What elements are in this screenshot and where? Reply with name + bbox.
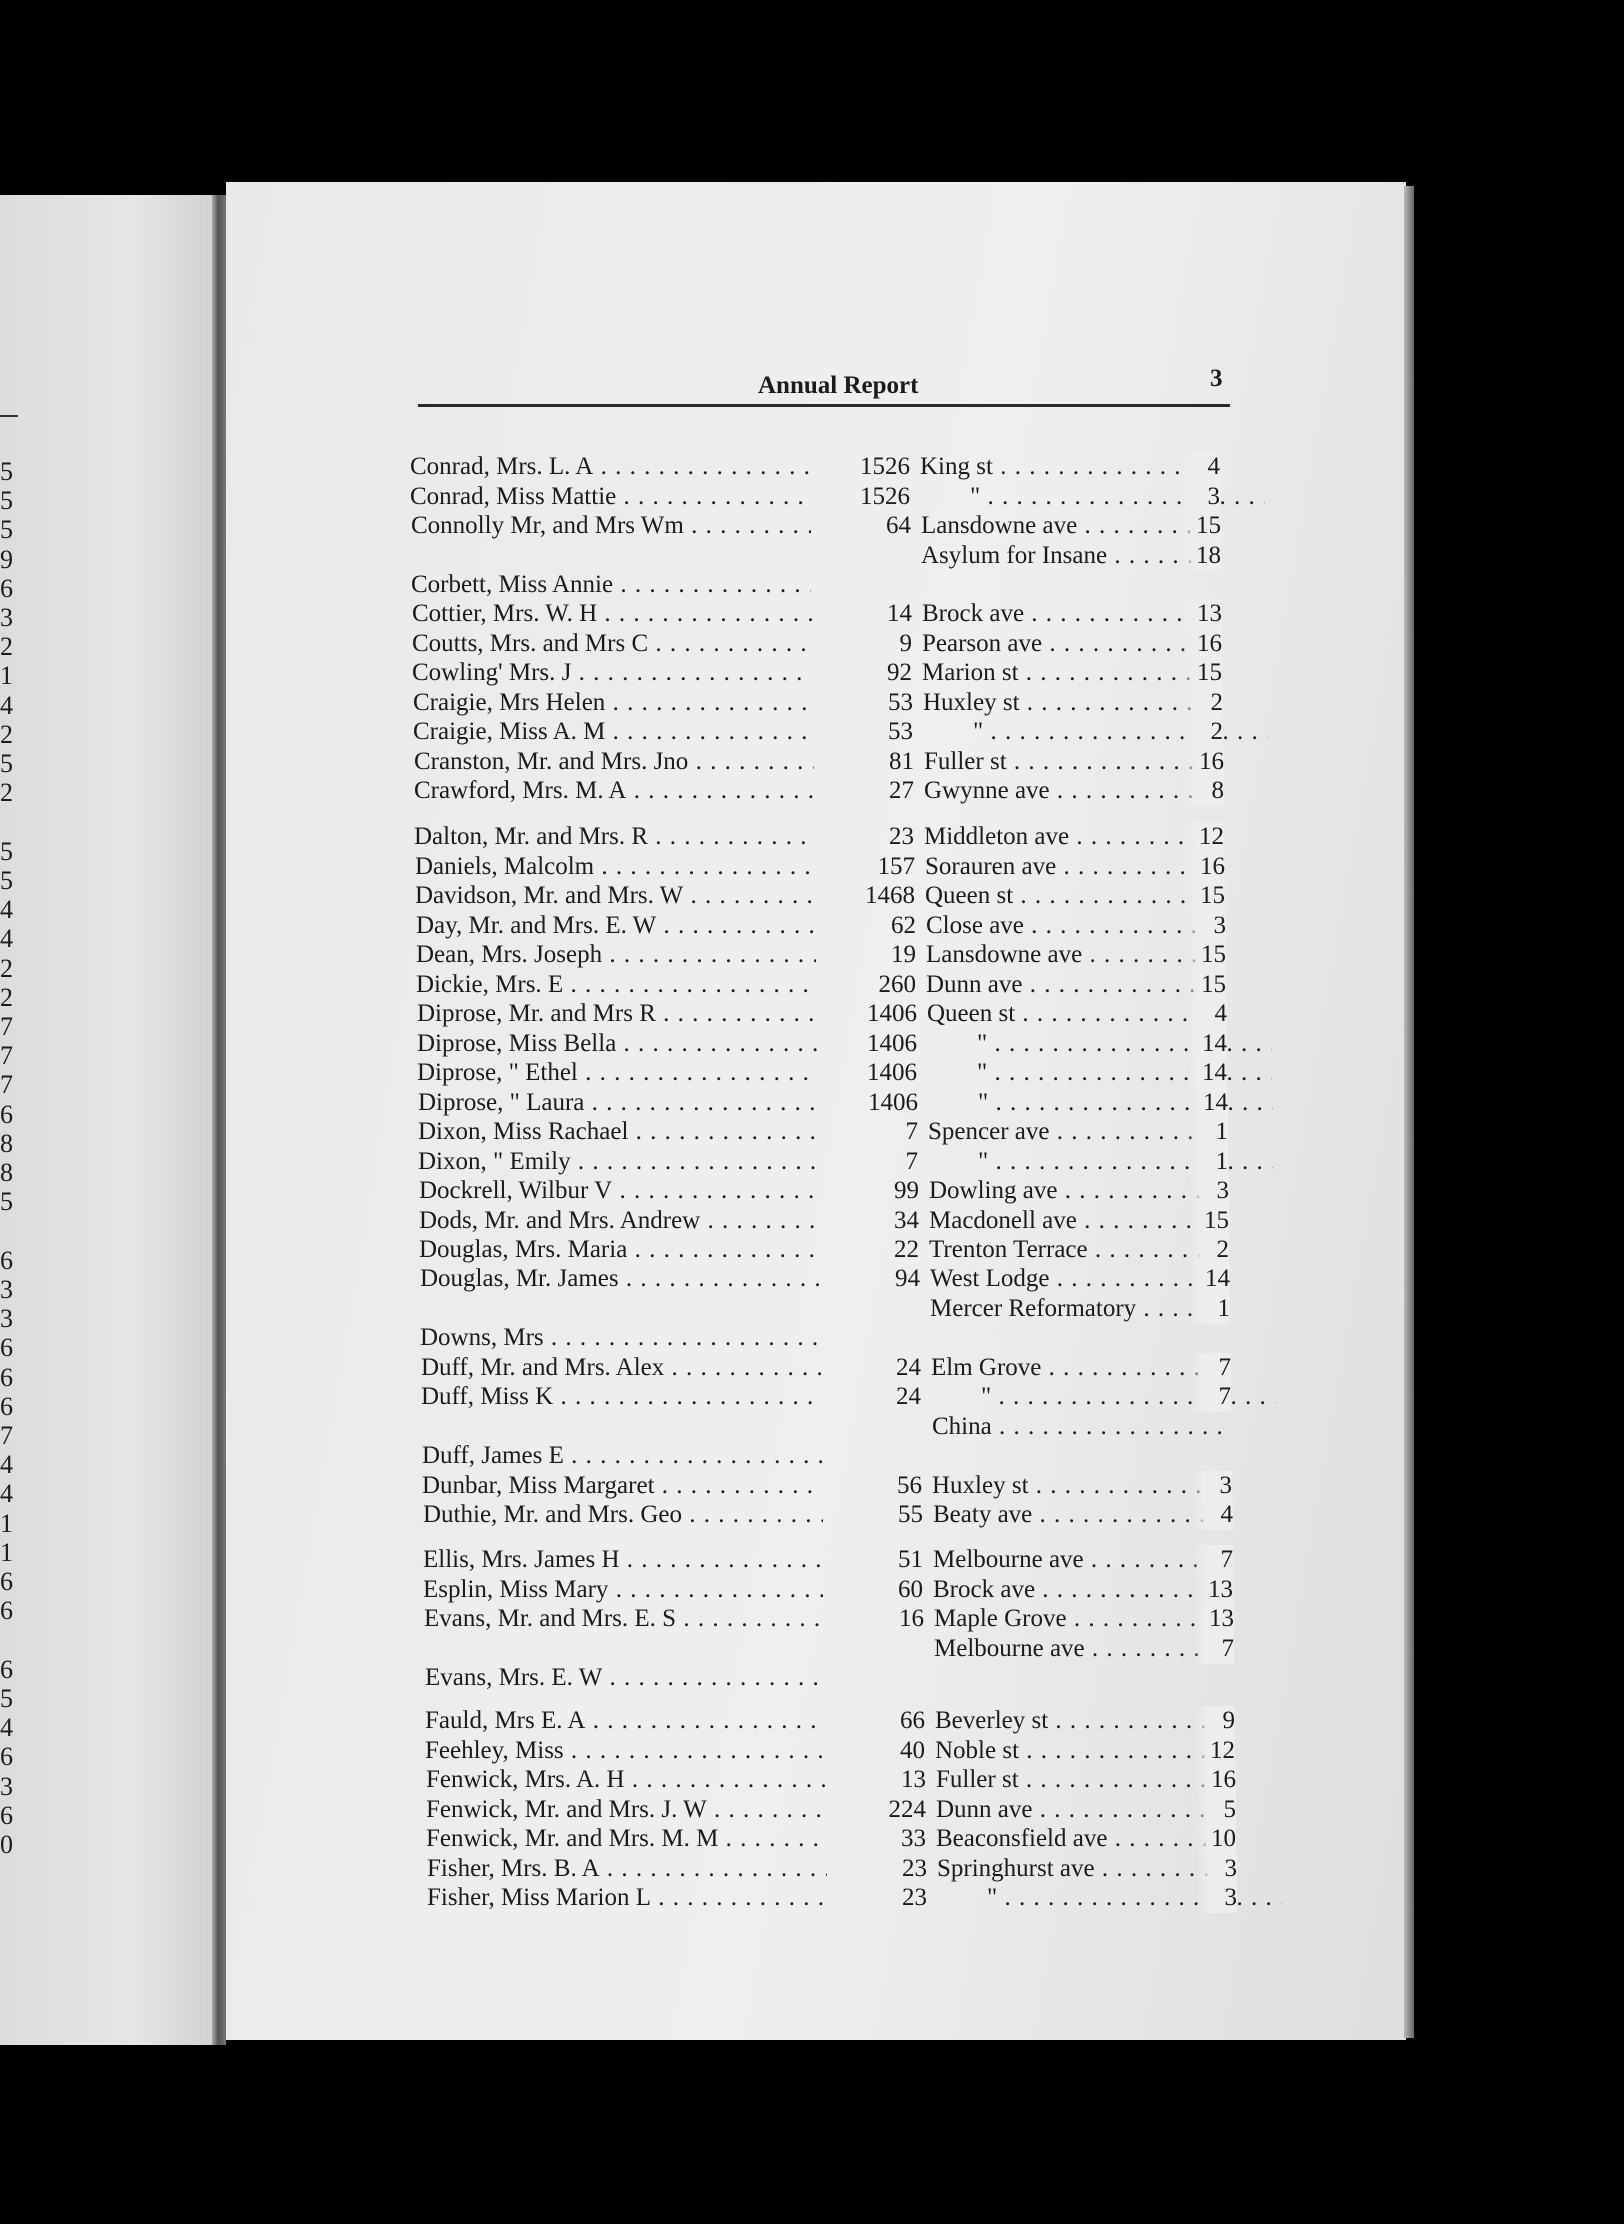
entry-name: Fenwick, Mr. and Mrs. M. M . . . [426, 1824, 826, 1854]
entry-house-number: 94 [895, 1265, 920, 1292]
entry-name: Crawford, Mrs. M. A . . . [414, 776, 814, 806]
entry-house-number: 1468 [865, 882, 915, 909]
entry-street: " . . . [927, 1058, 1272, 1088]
left-page-ward-digit: 6 [0, 1567, 13, 1596]
entry-name: Cowling' Mrs. J . . . [412, 658, 812, 688]
left-page-ward-digit: 6 [0, 1655, 13, 1684]
left-page-ward-digit: 6 [0, 1392, 13, 1421]
left-page-ward-digit: 9 [0, 545, 13, 574]
entry-ward: 3 [1197, 1854, 1237, 1884]
left-page-ward-digit: 8 [0, 1129, 13, 1158]
entry-ward: 3 [1186, 911, 1226, 941]
entry-name: Dalton, Mr. and Mrs. R . . . [414, 822, 814, 852]
entry-name: Fisher, Mrs. B. A . . . [427, 1854, 827, 1884]
entry-street: Queen st . . . [925, 881, 1220, 911]
entry-street: King st . . . [920, 452, 1215, 482]
entry-house-number: 1526 [860, 453, 910, 480]
entry-ward: 4 [1193, 1500, 1233, 1530]
entry-house-number: 9 [899, 630, 912, 657]
left-page-ward-digit: 4 [0, 1450, 13, 1479]
directory-entry [424, 1604, 1254, 1634]
entry-street: Beaty ave . . . [933, 1500, 1228, 1530]
directory-entry [417, 999, 1247, 1029]
left-page-ward-digit: 5 [0, 866, 13, 895]
entry-ward: 14 [1188, 1088, 1228, 1118]
directory-entry [427, 1883, 1257, 1913]
entry-house-number: 92 [887, 659, 912, 686]
entry-ward: 3 [1197, 1883, 1237, 1913]
entry-street: Middleton ave . . . [924, 822, 1219, 852]
entry-name: Dods, Mr. and Mrs. Andrew . . . [419, 1206, 819, 1236]
left-page-ward-digit: 5 [0, 1684, 13, 1713]
entry-name: Dockrell, Wilbur V . . . [419, 1176, 819, 1206]
entry-ward: 9 [1195, 1706, 1235, 1736]
left-page-ward-digit: 3 [0, 1772, 13, 1801]
entry-house-number: 23 [902, 1884, 927, 1911]
left-page-ward-digit: 5 [0, 837, 13, 866]
entry-house-number: 34 [894, 1207, 919, 1234]
entry-house-number: 55 [898, 1501, 923, 1528]
entry-ward: 2 [1183, 717, 1223, 747]
directory-entry [411, 511, 1241, 541]
entry-house-number: 23 [902, 1855, 927, 1882]
left-page-ward-digit: 1 [0, 1538, 13, 1567]
entry-house-number: 13 [901, 1766, 926, 1793]
entry-street: Melbourne ave . . . [934, 1634, 1229, 1664]
directory-entry [426, 1765, 1256, 1795]
left-page-ward-digit: 2 [0, 983, 13, 1012]
entry-house-number: 99 [894, 1177, 919, 1204]
entry-ward: 15 [1186, 940, 1226, 970]
entry-street: Mercer Reformatory . . . [930, 1294, 1225, 1324]
entry-street: Marion st . . . [922, 658, 1217, 688]
entry-house-number: 1406 [867, 1000, 917, 1027]
left-page-ward-digit: 4 [0, 924, 13, 953]
entry-house-number: 1406 [867, 1059, 917, 1086]
entry-name: Dixon, " Emily . . . [418, 1147, 818, 1177]
directory-entry [418, 1088, 1248, 1118]
entry-street: Beverley st . . . [935, 1706, 1230, 1736]
entry-ward: 18 [1181, 541, 1221, 571]
entry-street: Fuller st . . . [924, 747, 1219, 777]
entry-house-number: 60 [898, 1576, 923, 1603]
left-page-ward-digit: 2 [0, 778, 13, 807]
entry-house-number: 7 [905, 1118, 918, 1145]
left-page-ward-digit: 3 [0, 603, 13, 632]
directory-entry [419, 1176, 1249, 1206]
entry-street: " . . . [931, 1382, 1276, 1412]
left-page-ward-digit: 5 [0, 457, 13, 486]
entry-ward: 8 [1184, 776, 1224, 806]
directory-entry [412, 658, 1242, 688]
entry-name: Douglas, Mrs. Maria . . . [419, 1235, 819, 1265]
entry-ward: 15 [1186, 970, 1226, 1000]
entry-name: Dickie, Mrs. E . . . [416, 970, 816, 1000]
left-page-ward-digit: 5 [0, 515, 13, 544]
entry-name: Duff, Miss K . . . [421, 1382, 821, 1412]
entry-house-number: 19 [891, 941, 916, 968]
directory-entry [419, 1235, 1249, 1265]
left-page-ward-digit: 2 [0, 632, 13, 661]
directory-entry [419, 1206, 1249, 1236]
directory-entry [420, 1264, 1250, 1294]
entry-street: Noble st . . . [935, 1736, 1230, 1766]
directory-entry [425, 1706, 1255, 1736]
entry-name: Dean, Mrs. Joseph . . . [416, 940, 816, 970]
entry-street: " . . . [927, 1029, 1272, 1059]
entry-name: Davidson, Mr. and Mrs. W . . . [415, 881, 815, 911]
entry-ward: 15 [1185, 881, 1225, 911]
entry-street: Huxley st . . . [923, 688, 1218, 718]
entry-ward: 3 [1189, 1176, 1229, 1206]
entry-street: Dunn ave . . . [936, 1795, 1231, 1825]
entry-name: Evans, Mr. and Mrs. E. S . . . [424, 1604, 824, 1634]
directory-entry [422, 1441, 1252, 1471]
entry-house-number: 16 [899, 1605, 924, 1632]
entry-street: Spencer ave . . . [928, 1117, 1223, 1147]
directory-entry [410, 482, 1240, 512]
entry-house-number: 224 [888, 1796, 926, 1823]
directory-entry [424, 1634, 1254, 1664]
entry-ward: 14 [1190, 1264, 1230, 1294]
entry-name: Cottier, Mrs. W. H . . . [412, 599, 812, 629]
left-page-ward-digit: 6 [0, 1801, 13, 1830]
entry-ward: 16 [1182, 629, 1222, 659]
directory-entry [425, 1663, 1255, 1693]
entry-house-number: 260 [878, 971, 916, 998]
entry-ward: 10 [1196, 1824, 1236, 1854]
entry-street: Fuller st . . . [936, 1765, 1231, 1795]
left-page-ward-digit: 8 [0, 1158, 13, 1187]
entry-street: Lansdowne ave . . . [921, 511, 1216, 541]
entry-ward: 14 [1187, 1058, 1227, 1088]
directory-entry [420, 1323, 1250, 1353]
entry-name: Coutts, Mrs. and Mrs C . . . [412, 629, 812, 659]
book-gutter [212, 195, 226, 2045]
entry-street: China . . . [932, 1412, 1227, 1442]
entry-name: Craigie, Mrs Helen . . . [413, 688, 813, 718]
entry-name: Ellis, Mrs. James H . . . [423, 1545, 823, 1575]
entry-street: " . . . [937, 1883, 1282, 1913]
left-page-ward-digit: 1 [0, 661, 13, 690]
entry-ward: 7 [1193, 1545, 1233, 1575]
left-page-ward-digit: 7 [0, 1041, 13, 1070]
entry-name: Diprose, Mr. and Mrs R . . . [417, 999, 817, 1029]
entry-street: " . . . [923, 717, 1268, 747]
directory-entry [417, 1058, 1247, 1088]
entry-house-number: 62 [891, 912, 916, 939]
directory-entry [411, 541, 1241, 571]
entry-ward: 12 [1184, 822, 1224, 852]
entry-name: Fenwick, Mr. and Mrs. J. W . . . [426, 1795, 826, 1825]
entry-street: Dunn ave . . . [926, 970, 1221, 1000]
directory-entry [426, 1795, 1256, 1825]
entry-house-number: 1406 [868, 1089, 918, 1116]
entry-ward: 2 [1189, 1235, 1229, 1265]
entry-street: " . . . [928, 1147, 1273, 1177]
entry-house-number: 40 [900, 1737, 925, 1764]
entry-name: Evans, Mrs. E. W . . . [425, 1663, 825, 1693]
directory-entry [426, 1824, 1256, 1854]
entry-ward: 15 [1189, 1206, 1229, 1236]
left-page-ward-digit: 4 [0, 895, 13, 924]
entry-street: Brock ave . . . [933, 1575, 1228, 1605]
entry-name: Dunbar, Miss Margaret . . . [422, 1471, 822, 1501]
entry-name: Duthie, Mr. and Mrs. Geo . . . [423, 1500, 823, 1530]
entry-house-number: 23 [889, 823, 914, 850]
directory-entry [421, 1382, 1251, 1412]
directory-entry [411, 570, 1241, 600]
entry-name: Feehley, Miss . . . [425, 1736, 825, 1766]
entry-street: Lansdowne ave . . . [926, 940, 1221, 970]
directory-entry [416, 911, 1246, 941]
entry-name: Corbett, Miss Annie . . . [411, 570, 811, 600]
entry-name: Craigie, Miss A. M . . . [413, 717, 813, 747]
entry-name: Connolly Mr, and Mrs Wm . . . [411, 511, 811, 541]
directory-entry [414, 822, 1244, 852]
left-page-ward-digit: 7 [0, 1421, 13, 1450]
left-page-ward-digit: 7 [0, 1070, 13, 1099]
left-page-ward-digit: 2 [0, 954, 13, 983]
entry-ward: 15 [1181, 511, 1221, 541]
entry-house-number: 22 [894, 1236, 919, 1263]
left-page-ward-digit: 6 [0, 1363, 13, 1392]
entry-street: Beaconsfield ave . . . [936, 1824, 1231, 1854]
entry-street: Huxley st . . . [932, 1471, 1227, 1501]
directory-entry [423, 1575, 1253, 1605]
entry-street: Close ave . . . [926, 911, 1221, 941]
left-page-ward-digit: 6 [0, 574, 13, 603]
entry-house-number: 66 [900, 1707, 925, 1734]
directory-entry [416, 970, 1246, 1000]
entry-street: Macdonell ave . . . [929, 1206, 1224, 1236]
directory-entry [413, 688, 1243, 718]
directory-entry [427, 1854, 1257, 1884]
entry-house-number: 53 [888, 689, 913, 716]
entry-name: Diprose, " Laura . . . [418, 1088, 818, 1118]
left-page-ward-digit: 3 [0, 1304, 13, 1333]
entry-name: Duff, Mr. and Mrs. Alex . . . [421, 1353, 821, 1383]
directory-entry [421, 1353, 1251, 1383]
left-page-rule [0, 415, 18, 417]
directory-entry [423, 1500, 1253, 1530]
left-page-ward-digit: 4 [0, 1713, 13, 1742]
entry-house-number: 51 [898, 1546, 923, 1573]
entry-street: " . . . [920, 482, 1265, 512]
directory-entry [416, 940, 1246, 970]
entry-ward: 7 [1191, 1382, 1231, 1412]
left-page-ward-digit: 6 [0, 1742, 13, 1771]
left-page-ward-digit: 5 [0, 1187, 13, 1216]
entry-name: Fauld, Mrs E. A . . . [425, 1706, 825, 1736]
entry-house-number: 27 [889, 777, 914, 804]
entry-ward: 13 [1193, 1575, 1233, 1605]
entry-street: Pearson ave . . . [922, 629, 1217, 659]
entry-street: Brock ave . . . [922, 599, 1217, 629]
entry-street: Sorauren ave . . . [925, 852, 1220, 882]
entry-name: Dixon, Miss Rachael . . . [418, 1117, 818, 1147]
entry-ward: 4 [1180, 452, 1220, 482]
left-page-ward-digit: 3 [0, 1275, 13, 1304]
entry-house-number: 33 [901, 1825, 926, 1852]
left-page-ward-digit: 1 [0, 1509, 13, 1538]
entry-ward: 2 [1183, 688, 1223, 718]
directory-entry [422, 1412, 1252, 1442]
entry-ward: 16 [1185, 852, 1225, 882]
entry-street: Melbourne ave . . . [933, 1545, 1228, 1575]
directory-entry [418, 1117, 1248, 1147]
entry-house-number: 56 [897, 1472, 922, 1499]
entry-ward: 1 [1190, 1294, 1230, 1324]
entry-ward: 12 [1195, 1736, 1235, 1766]
entry-ward: 15 [1182, 658, 1222, 688]
left-page-ward-digit: 6 [0, 1100, 13, 1129]
entry-ward: 13 [1182, 599, 1222, 629]
entry-ward: 13 [1194, 1604, 1234, 1634]
entry-name: Conrad, Miss Mattie . . . [410, 482, 810, 512]
left-page-ward-digit: 6 [0, 1246, 13, 1275]
entry-ward: 1 [1188, 1117, 1228, 1147]
entry-house-number: 64 [886, 512, 911, 539]
entry-house-number: 24 [896, 1383, 921, 1410]
entry-street: Gwynne ave . . . [924, 776, 1219, 806]
entry-house-number: 53 [888, 718, 913, 745]
left-page-ward-digit: 6 [0, 1333, 13, 1362]
entry-ward: 7 [1194, 1634, 1234, 1664]
entry-house-number: 24 [896, 1354, 921, 1381]
directory-entry [425, 1736, 1255, 1766]
entry-street: Maple Grove . . . [934, 1604, 1229, 1634]
entry-house-number: 14 [887, 600, 912, 627]
entry-ward: 16 [1196, 1765, 1236, 1795]
directory-entry [415, 881, 1245, 911]
entry-name: Cranston, Mr. and Mrs. Jno . . . [414, 747, 814, 777]
entry-name: Conrad, Mrs. L. A . . . [410, 452, 810, 482]
entry-house-number: 7 [905, 1148, 918, 1175]
entry-street: " . . . [928, 1088, 1273, 1118]
directory-entry [418, 1147, 1248, 1177]
entry-ward: 3 [1192, 1471, 1232, 1501]
left-page-ward-digit: 5 [0, 749, 13, 778]
entry-street: Trenton Terrace . . . [929, 1235, 1224, 1265]
entry-ward: 1 [1188, 1147, 1228, 1177]
directory-entry [420, 1294, 1250, 1324]
entry-ward: 14 [1187, 1029, 1227, 1059]
left-page-ward-digit: 2 [0, 720, 13, 749]
entry-name: Douglas, Mr. James . . . [420, 1264, 820, 1294]
directory-entry [414, 747, 1244, 777]
entry-street: Springhurst ave . . . [937, 1854, 1232, 1884]
header-rule [418, 404, 1230, 407]
left-page-ward-digit: 7 [0, 1012, 13, 1041]
left-page-ward-digit: 0 [0, 1830, 13, 1859]
entry-name: Fisher, Miss Marion L . . . [427, 1883, 827, 1913]
entry-name: Daniels, Malcolm . . . [415, 852, 815, 882]
entry-name: Duff, James E . . . [422, 1441, 822, 1471]
directory-entry [423, 1545, 1253, 1575]
directory-entry [412, 629, 1242, 659]
entry-house-number: 1406 [867, 1030, 917, 1057]
entry-name: Day, Mr. and Mrs. E. W . . . [416, 911, 816, 941]
entry-name: Downs, Mrs . . . [420, 1323, 820, 1353]
left-page-ward-digit: 4 [0, 691, 13, 720]
entry-house-number: 157 [877, 853, 915, 880]
entry-ward: 4 [1187, 999, 1227, 1029]
entry-name: Diprose, Miss Bella . . . [417, 1029, 817, 1059]
left-page-ward-digit: 5 [0, 486, 13, 515]
page-edge-shadow [1404, 186, 1414, 2038]
left-page-ward-digit: 6 [0, 1596, 13, 1625]
directory-entry [412, 599, 1242, 629]
entry-ward: 3 [1180, 482, 1220, 512]
entry-name: Fenwick, Mrs. A. H . . . [426, 1765, 826, 1795]
entry-name: Esplin, Miss Mary . . . [423, 1575, 823, 1605]
page-number: 3 [1210, 365, 1223, 392]
left-page-ward-digit: 4 [0, 1479, 13, 1508]
directory-entry [413, 717, 1243, 747]
entry-street: Elm Grove . . . [931, 1353, 1226, 1383]
directory-entry [417, 1029, 1247, 1059]
page-header-title: Annual Report [758, 372, 919, 399]
directory-entry [415, 852, 1245, 882]
entry-ward: 16 [1184, 747, 1224, 777]
directory-entry [414, 776, 1244, 806]
directory-entry [422, 1471, 1252, 1501]
entry-street: Queen st . . . [927, 999, 1222, 1029]
entry-name: Diprose, " Ethel . . . [417, 1058, 817, 1088]
entry-street: Asylum for Insane . . . [921, 541, 1216, 571]
entry-house-number: 81 [889, 748, 914, 775]
directory-entry [410, 452, 1240, 482]
entry-street: Dowling ave . . . [929, 1176, 1224, 1206]
entry-ward: 7 [1191, 1353, 1231, 1383]
entry-street: West Lodge . . . [930, 1264, 1225, 1294]
left-page-fragment [0, 195, 222, 2045]
entry-house-number: 1526 [860, 483, 910, 510]
entry-ward: 5 [1196, 1795, 1236, 1825]
